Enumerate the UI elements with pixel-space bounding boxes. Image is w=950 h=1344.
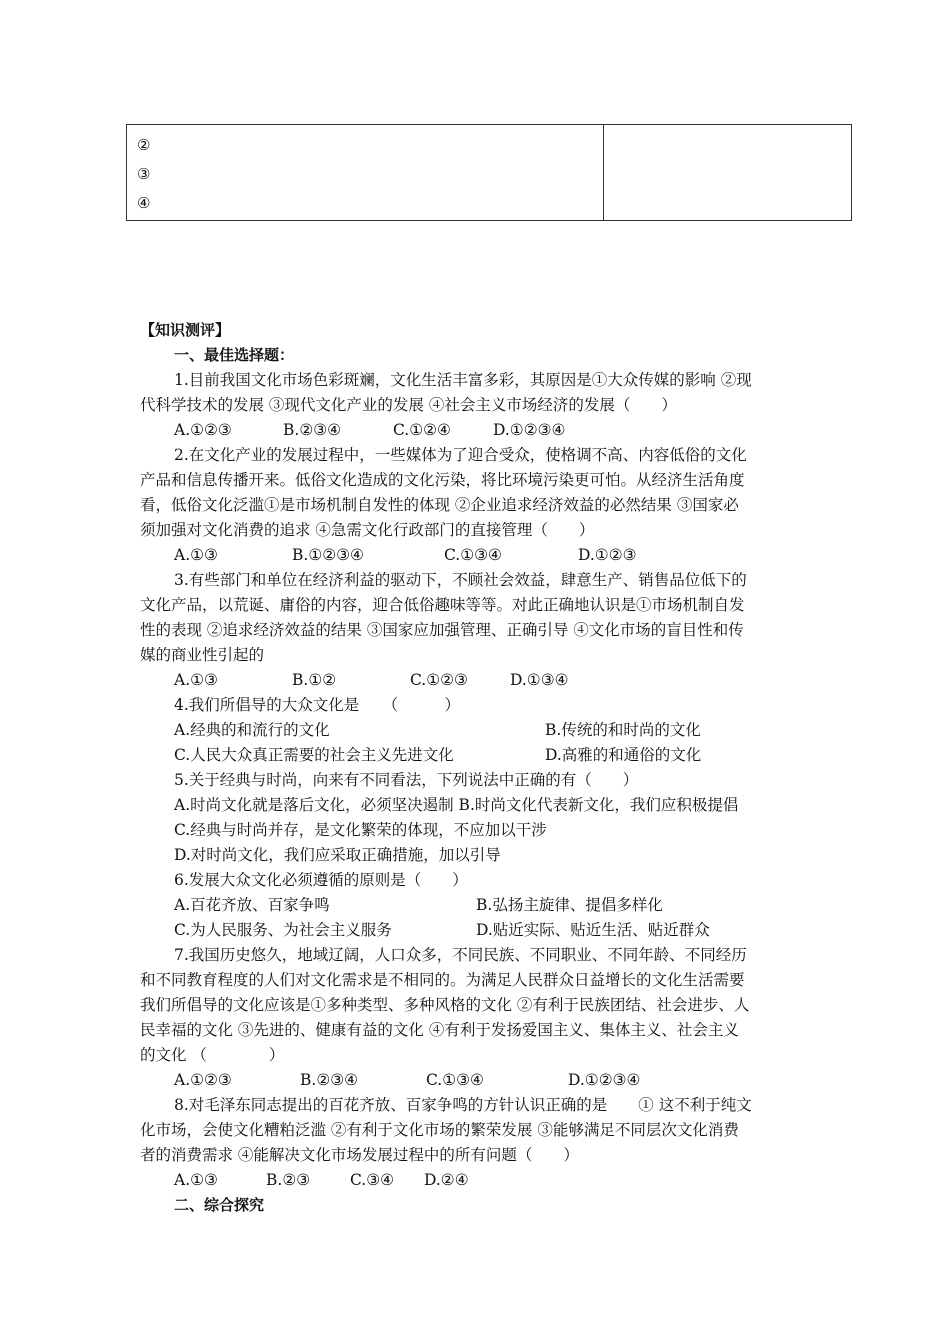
question-text: 3.有些部门和单位在经济利益的驱动下，不顾社会效益，肆意生产、销售品位低下的 <box>174 571 747 589</box>
table-row: ③ <box>137 165 151 183</box>
quiz-section <box>140 318 812 1218</box>
part-heading: 二、综合探究 <box>174 1196 265 1214</box>
option: D.贴近实际、贴近生活、贴近群众 <box>476 921 710 939</box>
option: A.①②③ <box>174 1071 232 1089</box>
question-text: 1.目前我国文化市场色彩斑斓，文化生活丰富多彩，其原因是①大众传媒的影响 ②现 <box>174 371 752 389</box>
question-text: 者的消费需求 ④能解决文化市场发展过程中的所有问题（ ） <box>140 1146 579 1164</box>
answer-options <box>140 1168 812 1193</box>
option: B.②③④ <box>283 421 342 439</box>
question-text: 化市场，会使文化糟粕泛滥 ②有利于文化市场的繁荣发展 ③能够满足不同层次文化消费 <box>140 1121 739 1139</box>
option: A.①③ <box>174 1171 218 1189</box>
answer-options <box>140 543 812 568</box>
option: D.①③④ <box>510 671 569 689</box>
question-text: 文化产品，以荒诞、庸俗的内容，迎合低俗趣味等等。对此正确地认识是①市场机制自发 <box>140 596 745 614</box>
option: B.②③ <box>266 1171 311 1189</box>
answer-option: A.时尚文化就是落后文化，必须坚决遏制 B.时尚文化代表新文化，我们应积极提倡 <box>174 796 739 814</box>
option: A.①③ <box>174 546 218 564</box>
answer-table <box>126 124 852 221</box>
option: B.②③④ <box>300 1071 359 1089</box>
question-text: 6.发展大众文化必须遵循的原则是（ ） <box>174 871 468 889</box>
question-text: 我们所倡导的文化应该是①多种类型、多种风格的文化 ②有利于民族团结、社会进步、人 <box>140 996 750 1014</box>
option: C.①②④ <box>393 421 451 439</box>
section-title: 【知识测评】 <box>140 321 231 339</box>
option: B.传统的和时尚的文化 <box>545 721 701 739</box>
option: A.①②③ <box>174 421 232 439</box>
answer-options <box>140 893 812 918</box>
answer-options <box>140 668 812 693</box>
option: D.①②③④ <box>568 1071 641 1089</box>
question-text: 民幸福的文化 ③先进的、健康有益的文化 ④有利于发扬爱国主义、集体主义、社会主义 <box>140 1021 739 1039</box>
table-right-cell <box>604 125 852 221</box>
question-text: 4.我们所倡导的大众文化是 （ ） <box>174 696 461 714</box>
question-text: 的文化 （ ） <box>140 1046 285 1064</box>
question-text: 性的表现 ②追求经济效益的结果 ③国家应加强管理、正确引导 ④文化市场的盲目性和传 <box>140 621 744 639</box>
question-text: 和不同教育程度的人们对文化需求是不相同的。为满足人民群众日益增长的文化生活需要 <box>140 971 745 989</box>
option: B.弘扬主旋律、提倡多样化 <box>476 896 663 914</box>
question-text: 代科学技术的发展 ③现代文化产业的发展 ④社会主义市场经济的发展（ ） <box>140 396 677 414</box>
option: D.①②③ <box>578 546 637 564</box>
question-text: 8.对毛泽东同志提出的百花齐放、百家争鸣的方针认识正确的是 ① 这不利于纯文 <box>174 1096 752 1114</box>
answer-option: C.经典与时尚并存，是文化繁荣的体现，不应加以干涉 <box>174 821 547 839</box>
table-left-cell <box>127 125 604 221</box>
option: C.①②③ <box>410 671 468 689</box>
question-text: 2.在文化产业的发展过程中，一些媒体为了迎合受众，使格调不高、内容低俗的文化 <box>174 446 747 464</box>
option: D.①②③④ <box>493 421 566 439</box>
answer-options <box>140 918 812 943</box>
question-text: 须加强对文化消费的追求 ④急需文化行政部门的直接管理（ ） <box>140 521 595 539</box>
question-text: 媒的商业性引起的 <box>140 646 265 664</box>
option: C.①③④ <box>444 546 502 564</box>
table-row: ② <box>137 136 151 154</box>
option: D.高雅的和通俗的文化 <box>545 746 702 764</box>
answer-option: D.对时尚文化，我们应采取正确措施，加以引导 <box>174 846 501 864</box>
question-text: 产品和信息传播开来。低俗文化造成的文化污染，将比环境污染更可怕。从经济生活角度 <box>140 471 745 489</box>
option: B.①②③④ <box>292 546 364 564</box>
option: C.为人民服务、为社会主义服务 <box>174 921 392 939</box>
option: C.人民大众真正需要的社会主义先进文化 <box>174 746 454 764</box>
option: B.①② <box>292 671 337 689</box>
option: A.百花齐放、百家争鸣 <box>174 896 330 914</box>
answer-options <box>140 418 812 443</box>
question-text: 7.我国历史悠久，地域辽阔，人口众多，不同民族、不同职业、不同年龄、不同经历 <box>174 946 747 964</box>
option: C.③④ <box>350 1171 395 1189</box>
answer-options <box>140 718 812 743</box>
part-heading: 一、最佳选择题： <box>174 346 295 364</box>
option: C.①③④ <box>426 1071 484 1089</box>
table-row: ④ <box>137 194 151 212</box>
answer-options <box>140 1068 812 1093</box>
question-text: 5.关于经典与时尚，向来有不同看法，下列说法中正确的有（ ） <box>174 771 639 789</box>
option: A.①③ <box>174 671 218 689</box>
question-text: 看，低俗文化泛滥①是市场机制自发性的体现 ②企业追求经济效益的必然结果 ③国家必 <box>140 496 739 514</box>
option: D.②④ <box>424 1171 469 1189</box>
answer-options <box>140 743 812 768</box>
option: A.经典的和流行的文化 <box>174 721 330 739</box>
